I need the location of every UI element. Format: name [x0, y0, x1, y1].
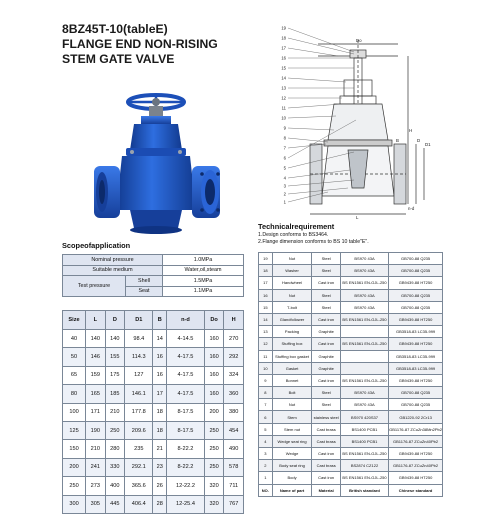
parts-cell: 7 — [259, 399, 273, 411]
dimension-cell: 200 — [204, 403, 224, 421]
dimension-cell: 160 — [204, 348, 224, 366]
parts-cell: Stem nut — [272, 423, 312, 435]
dimension-cell: 114.3 — [125, 348, 153, 366]
dim-header-cell: D — [105, 311, 125, 330]
dimension-cell: 127 — [125, 366, 153, 384]
dimension-cell: 250 — [105, 421, 125, 439]
dimension-cell: 454 — [224, 421, 244, 439]
dimension-cell: 4-17.5 — [167, 385, 205, 403]
dimension-cell: 150 — [63, 440, 86, 458]
seat-label: Seat — [126, 286, 163, 297]
parts-header-cell: British standard — [340, 484, 388, 496]
dim-header-cell: n-d — [167, 311, 205, 330]
parts-row — [259, 411, 443, 423]
dimension-cell: 292.1 — [125, 458, 153, 476]
parts-cell: BS970 43A — [340, 253, 388, 265]
parts-cell: GB9439-88 HT250 — [389, 313, 443, 325]
callout-9: 9 — [283, 125, 286, 131]
dimension-cell: 380 — [224, 403, 244, 421]
scope-row-nominal — [63, 255, 244, 266]
dimension-row — [63, 421, 244, 439]
parts-cell: BS970 43A — [340, 265, 388, 277]
parts-cell: 18 — [259, 265, 273, 277]
dimension-cell: 23 — [153, 458, 167, 476]
dimension-cell: 4-14.5 — [167, 330, 205, 348]
dimension-row — [63, 495, 244, 513]
parts-header-cell: NO. — [259, 484, 273, 496]
dimension-cell: 50 — [63, 348, 86, 366]
parts-header-cell: Name of part — [272, 484, 312, 496]
dimension-cell: 140 — [86, 330, 106, 348]
parts-cell: Graphite — [312, 326, 340, 338]
parts-row — [259, 313, 443, 325]
dimension-cell: 280 — [105, 440, 125, 458]
dimension-cell: 177.8 — [125, 403, 153, 421]
parts-row — [259, 326, 443, 338]
parts-cell: GB1176-87 ZCuZn40Pb2 — [389, 460, 443, 472]
dim-header-cell: Size — [63, 311, 86, 330]
parts-cell: 9 — [259, 374, 273, 386]
dimension-row — [63, 403, 244, 421]
callout-1: 1 — [283, 199, 286, 205]
parts-cell: Glandfollower — [272, 313, 312, 325]
right-flange — [192, 166, 220, 218]
dimension-cell: 8-22.2 — [167, 458, 205, 476]
parts-body — [259, 253, 443, 485]
dimension-cell: 17 — [153, 385, 167, 403]
parts-cell: Nut — [272, 399, 312, 411]
dimension-cell: 490 — [224, 440, 244, 458]
dimension-cell: 300 — [63, 495, 86, 513]
parts-cell: Steel — [312, 289, 340, 301]
dim-do: Do — [356, 38, 362, 43]
parts-cell: Cast brass — [312, 423, 340, 435]
parts-header-cell: Chinese standard — [389, 484, 443, 496]
parts-cell: Body — [272, 472, 312, 484]
dimension-cell: 125 — [63, 421, 86, 439]
dimension-cell: 171 — [86, 403, 106, 421]
shell-value: 1.5MPa — [163, 276, 244, 287]
parts-cell: GB700-88 Q235 — [389, 301, 443, 313]
parts-cell: Washer — [272, 265, 312, 277]
parts-cell: Body seat ring — [272, 460, 312, 472]
parts-cell: 16 — [259, 289, 273, 301]
parts-cell: GB700-88 Q235 — [389, 253, 443, 265]
dimension-cell: 324 — [224, 366, 244, 384]
dimension-cell: 445 — [105, 495, 125, 513]
dimension-cell: 241 — [86, 458, 106, 476]
parts-cell: Nut — [272, 289, 312, 301]
parts-cell: 15 — [259, 301, 273, 313]
parts-cell: BS EN1561 EN-GJL-250 — [340, 313, 388, 325]
parts-cell: BS EN1561 EN-GJL-250 — [340, 374, 388, 386]
parts-cell: Cast iron — [312, 472, 340, 484]
dimension-cell: 273 — [86, 477, 106, 495]
parts-row — [259, 374, 443, 386]
parts-row — [259, 265, 443, 277]
dimension-cell: 406.4 — [125, 495, 153, 513]
technical-requirements — [258, 232, 369, 246]
valve-body — [116, 156, 196, 210]
parts-row — [259, 362, 443, 374]
parts-cell: Bonnet — [272, 374, 312, 386]
parts-cell: 2 — [259, 460, 273, 472]
callout-12: 12 — [281, 95, 286, 101]
dimension-cell: 250 — [63, 477, 86, 495]
dimension-cell: 16 — [153, 366, 167, 384]
dimension-cell: 12-25.4 — [167, 495, 205, 513]
parts-cell: BS EN1561 EN-GJL-250 — [340, 448, 388, 460]
dimension-cell: 175 — [105, 366, 125, 384]
valve-cross-section-drawing — [258, 20, 438, 220]
test-pressure-label: Test pressure — [63, 276, 126, 297]
dimension-cell: 40 — [63, 330, 86, 348]
parts-cell: Cast iron — [312, 313, 340, 325]
callout-11: 11 — [281, 105, 286, 111]
callout-5: 5 — [283, 165, 286, 171]
parts-cell: Graphite — [312, 362, 340, 374]
dimension-cell: 360 — [224, 385, 244, 403]
dim-header-cell: Do — [204, 311, 224, 330]
dim-header-cell: D1 — [125, 311, 153, 330]
dimension-header-row — [63, 311, 244, 330]
dimension-cell: 330 — [105, 458, 125, 476]
parts-cell: Cast iron — [312, 338, 340, 350]
dimension-cell: 65 — [63, 366, 86, 384]
parts-row — [259, 460, 443, 472]
dimension-cell: 18 — [153, 421, 167, 439]
scope-heading: Scopeofapplication — [62, 241, 131, 250]
dimension-cell: 146.1 — [125, 385, 153, 403]
dimension-cell: 165 — [86, 385, 106, 403]
parts-cell: GB9439-88 HT250 — [389, 338, 443, 350]
valve-photo — [86, 90, 226, 240]
dim-d: D — [417, 138, 421, 143]
parts-cell: 11 — [259, 350, 273, 362]
callout-3: 3 — [283, 183, 286, 189]
dimension-row — [63, 366, 244, 384]
dimension-cell: 160 — [204, 330, 224, 348]
dim-h: H — [409, 128, 413, 133]
parts-cell: GB700-88 Q235 — [389, 399, 443, 411]
product-title — [62, 22, 262, 67]
parts-cell: GB3518-83 LC35-999 — [389, 350, 443, 362]
dimension-cell: 8-22.2 — [167, 440, 205, 458]
parts-cell: BS1400 PCB1 — [340, 423, 388, 435]
dimension-cell: 8-17.5 — [167, 403, 205, 421]
dimension-row — [63, 440, 244, 458]
parts-cell: GB1176-87 ZCuZn40Pb2 — [389, 435, 443, 447]
parts-cell: Cast iron — [312, 448, 340, 460]
scope-table — [62, 254, 244, 297]
parts-row — [259, 387, 443, 399]
parts-cell: GB9439-88 HT250 — [389, 448, 443, 460]
callout-14: 14 — [281, 75, 286, 81]
suitable-medium-label: Suitable medium — [63, 265, 163, 276]
parts-cell: BS970 43A — [340, 301, 388, 313]
dimension-cell: 146 — [86, 348, 106, 366]
parts-cell: BS EN1561 EN-GJL-250 — [340, 277, 388, 289]
parts-cell: GB1220-92 2Cr13 — [389, 411, 443, 423]
callout-18: 18 — [281, 35, 286, 41]
dimension-cell: 210 — [105, 403, 125, 421]
dim-header-cell: L — [86, 311, 106, 330]
tech-line-1: 1.Design conforms to BS3464. — [258, 232, 329, 238]
dimension-cell: 209.6 — [125, 421, 153, 439]
parts-cell: GB700-88 Q235 — [389, 265, 443, 277]
technical-heading: Technicalrequirement — [258, 222, 335, 231]
dimension-cell: 235 — [125, 440, 153, 458]
parts-cell: 5 — [259, 423, 273, 435]
parts-cell: Nut — [272, 253, 312, 265]
parts-cell: GB9439-88 HT250 — [389, 472, 443, 484]
parts-cell: Stuffing box — [272, 338, 312, 350]
parts-cell: BS EN1561 EN-GJL-250 — [340, 472, 388, 484]
callout-17: 17 — [281, 45, 286, 51]
parts-cell: Cast iron — [312, 374, 340, 386]
dimension-cell: 18 — [153, 403, 167, 421]
callout-6: 6 — [283, 155, 286, 161]
dimension-cell: 159 — [86, 366, 106, 384]
parts-cell: GB1176-87 ZCuZn38Mn2Pb2 — [389, 423, 443, 435]
parts-cell: Bolt — [272, 387, 312, 399]
callout-4: 4 — [283, 175, 286, 181]
dimension-cell: 320 — [204, 495, 224, 513]
dim-header-cell: B — [153, 311, 167, 330]
parts-cell: GB9439-88 HT250 — [389, 374, 443, 386]
parts-cell: Steel — [312, 387, 340, 399]
parts-cell: 8 — [259, 387, 273, 399]
parts-row — [259, 423, 443, 435]
dim-d1: D1 — [425, 142, 431, 147]
parts-cell: GB9439-88 HT250 — [389, 277, 443, 289]
parts-cell: BS2874 CZ122 — [340, 460, 388, 472]
parts-cell: Steel — [312, 265, 340, 277]
shell-label: Shell — [126, 276, 163, 287]
parts-row — [259, 448, 443, 460]
parts-row — [259, 399, 443, 411]
dimension-cell: 16 — [153, 348, 167, 366]
parts-row — [259, 435, 443, 447]
dimension-row — [63, 330, 244, 348]
parts-cell: Graphite — [312, 350, 340, 362]
dimension-table — [62, 310, 244, 514]
dimension-cell: 28 — [153, 495, 167, 513]
callout-16: 16 — [281, 55, 286, 61]
parts-cell: 3 — [259, 448, 273, 460]
callout-7: 7 — [283, 145, 286, 151]
parts-cell — [340, 362, 388, 374]
dimension-cell: 80 — [63, 385, 86, 403]
parts-row — [259, 472, 443, 484]
suitable-medium-value: Water,oil,steam — [163, 265, 244, 276]
parts-cell: BS970 43A — [340, 399, 388, 411]
parts-table — [258, 252, 443, 497]
parts-row — [259, 253, 443, 265]
parts-cell: 6 — [259, 411, 273, 423]
scope-row-medium — [63, 265, 244, 276]
parts-cell: Wedge seat ring — [272, 435, 312, 447]
parts-cell: Steel — [312, 253, 340, 265]
parts-cell: 17 — [259, 277, 273, 289]
dimension-cell: 200 — [63, 458, 86, 476]
parts-row — [259, 301, 443, 313]
dimension-cell: 400 — [105, 477, 125, 495]
dimension-cell: 185 — [105, 385, 125, 403]
parts-header-cell: Material — [312, 484, 340, 496]
dim-header-cell: H — [224, 311, 244, 330]
dimension-cell: 305 — [86, 495, 106, 513]
parts-cell: T-bolt — [272, 301, 312, 313]
parts-cell: GB3518-83 LC35-999 — [389, 326, 443, 338]
dimension-cell: 190 — [86, 421, 106, 439]
parts-cell: Cast brass — [312, 435, 340, 447]
parts-cell: 14 — [259, 313, 273, 325]
dimension-cell: 98.4 — [125, 330, 153, 348]
title-line-type: FLANGE END NON-RISING — [62, 37, 218, 51]
parts-cell: Cast iron — [312, 277, 340, 289]
callout-19: 19 — [281, 25, 286, 31]
dimension-cell: 711 — [224, 477, 244, 495]
dimension-cell: 250 — [204, 458, 224, 476]
callout-2: 2 — [283, 191, 286, 197]
dimension-cell: 578 — [224, 458, 244, 476]
dimension-cell: 4-17.5 — [167, 348, 205, 366]
parts-row — [259, 338, 443, 350]
parts-cell: BS970 43A — [340, 289, 388, 301]
parts-cell: GB700-88 Q235 — [389, 387, 443, 399]
dimension-cell: 26 — [153, 477, 167, 495]
dimension-cell: 250 — [204, 421, 224, 439]
parts-cell: 1 — [259, 472, 273, 484]
dimension-cell: 8-17.5 — [167, 421, 205, 439]
parts-cell: 13 — [259, 326, 273, 338]
parts-cell: Packing — [272, 326, 312, 338]
dimension-row — [63, 477, 244, 495]
parts-cell: GB3518-83 LC35-999 — [389, 362, 443, 374]
parts-row — [259, 277, 443, 289]
dim-b: B — [396, 138, 399, 143]
parts-cell: Cast brass — [312, 460, 340, 472]
dimension-cell: 160 — [204, 366, 224, 384]
dimension-cell: 320 — [204, 477, 224, 495]
parts-row — [259, 350, 443, 362]
parts-header-row — [259, 484, 443, 496]
dimension-body — [63, 330, 244, 514]
parts-cell: 10 — [259, 362, 273, 374]
dimension-cell: 210 — [86, 440, 106, 458]
title-line-model: 8BZ45T-10(tableE) — [62, 22, 168, 36]
nominal-pressure-value: 1.0MPa — [163, 255, 244, 266]
parts-row — [259, 289, 443, 301]
parts-cell: GB700-88 Q235 — [389, 289, 443, 301]
callout-15: 15 — [281, 65, 286, 71]
scope-row-shell — [63, 276, 244, 287]
parts-cell: stainless steel — [312, 411, 340, 423]
dimension-cell: 100 — [63, 403, 86, 421]
parts-cell: Wedge — [272, 448, 312, 460]
dimension-row — [63, 458, 244, 476]
callout-13: 13 — [281, 85, 286, 91]
nominal-pressure-label: Nominal pressure — [63, 255, 163, 266]
seat-value: 1.1MPa — [163, 286, 244, 297]
dimension-row — [63, 385, 244, 403]
bonnet — [130, 124, 182, 150]
callout-10: 10 — [281, 115, 286, 121]
parts-cell: Gasket — [272, 362, 312, 374]
dim-l: L — [356, 215, 359, 220]
dimension-row — [63, 348, 244, 366]
parts-cell: Stuffing box gasket — [272, 350, 312, 362]
parts-cell: BS EN1561 EN-GJL-250 — [340, 338, 388, 350]
parts-cell: BS970 420S37 — [340, 411, 388, 423]
dimension-cell: 21 — [153, 440, 167, 458]
parts-cell: Steel — [312, 399, 340, 411]
parts-cell — [340, 326, 388, 338]
dimension-cell: 155 — [105, 348, 125, 366]
dimension-cell: 292 — [224, 348, 244, 366]
parts-cell: BS1400 PCB1 — [340, 435, 388, 447]
dimension-cell: 4-17.5 — [167, 366, 205, 384]
parts-cell: 12 — [259, 338, 273, 350]
callout-8: 8 — [283, 135, 286, 141]
dimension-cell: 365.6 — [125, 477, 153, 495]
dimension-cell: 160 — [204, 385, 224, 403]
parts-cell — [340, 350, 388, 362]
dimension-cell: 14 — [153, 330, 167, 348]
dimension-cell: 12-22.2 — [167, 477, 205, 495]
parts-cell: Handwheel — [272, 277, 312, 289]
parts-cell: BS970 43A — [340, 387, 388, 399]
dimension-cell: 767 — [224, 495, 244, 513]
title-line-valve: STEM GATE VALVE — [62, 52, 175, 66]
dimension-cell: 140 — [105, 330, 125, 348]
tech-line-2: 2.Flange dimension conforms to BS 10 table"E". — [258, 239, 369, 246]
parts-cell: Steel — [312, 301, 340, 313]
dimension-cell: 270 — [224, 330, 244, 348]
parts-cell: Stem — [272, 411, 312, 423]
dimension-cell: 250 — [204, 440, 224, 458]
parts-cell: 19 — [259, 253, 273, 265]
parts-cell: 4 — [259, 435, 273, 447]
dim-nd: n-d — [408, 206, 415, 211]
left-flange — [94, 166, 120, 218]
